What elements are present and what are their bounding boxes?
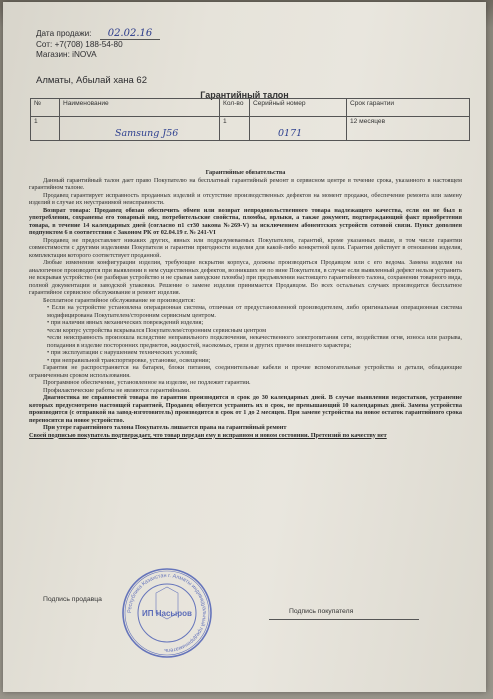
exclusion-item: •если неисправность произошла вследствие неправильного подключения, некачественного электропитания сети, воздействия огня, износа или разрыва, попадания в изделие посторонних предметов, жидкостей, насекомых, грязи и других причин внешнего характера; (47, 334, 462, 349)
col-serial: Серийный номер (250, 99, 347, 117)
terms-paragraph: Данный гарантийный талон дает право Покупателю на бесплатный гарантийный ремонт в сервисном центре в течение срока, указанного в настоящем гарантийном талоне. (29, 176, 462, 191)
terms-paragraph: Любые изменения конфигурации изделия, требующие вскрытия корпуса, должны производиться Продавцом или с его ведома. Замена изделия на аналогичное производится при выявлении в нем существенных дефектов, возникших не по вине Покупателя, в случае если выявленный дефект нельзя устранить не вскрывая устройство (не разбирая устройство и не срывая заводские пломбы) при предъявлении настоящего гарантийного талона, сохранении товарного вида, полной документации и заводской упаковки. Решение о замене изделия принимается Продавцом. Во всех остальных случаях производится бесплатное гарантийное сервисное обслуживание и ремонт изделия. (29, 259, 462, 296)
exclusion-item: • Если на устройстве установлена операционная система, отличная от предустановленной производителем, либо оригинальная операционная система модифицирована Покупателем/сторонним сервисным центром. (47, 304, 462, 319)
table-row (31, 117, 470, 141)
table-header-row (31, 99, 470, 117)
store-header (36, 29, 160, 61)
row-qty: 1 (220, 117, 250, 141)
diagnostics-paragraph: Диагностика не справностей товара по гарантии производится в срок до 30 календарных дней. В случае выявления недостатков, устранение которых предусмотрено настоящей гарантией, Продавец обязуется устранить их в срок, не превышающий 10 календарных дней. Замена устройства производится (с отправкой на завод-изготовитель) производится в срок от 1 до 2 месяцев. При замене устройства на новое остаток гарантийного срока переносится на новое устройство. (29, 394, 462, 424)
terms-paragraph: Гарантия не распространяется на батареи, блоки питания, соединительные кабели и прочие вспомогательные устройства и детали, обладающие ограниченным сроком использования. (29, 364, 462, 379)
document-title: Гарантийный талон (200, 90, 289, 100)
seller-signature-label: Подпись продавца (43, 596, 102, 603)
row-serial (250, 117, 347, 141)
row-term: 12 месяцев (347, 117, 470, 141)
terms-heading: Гарантийные обязательства (205, 169, 286, 176)
warranty-table (30, 98, 470, 141)
warranty-terms (29, 169, 462, 439)
terms-paragraph: Программное обеспечение, установленное на изделие, не подлежит гарантии. (43, 379, 251, 386)
sale-date-label: Дата продажи: (36, 29, 92, 38)
return-policy-paragraph: Возврат товара: Продавец обязан обеспечить обмен или возврат непродовольственного товара надлежащего качества, если он не был в употреблении, сохранены его товарный вид, потребительские свойства, пломбы, ярлыки, а также документ, подтверждающий факт приобретения товара, в течение 14 календарных дней (согласно п1 ст30 закона №269-V) за исключением абонентских устройств сотовой связи. Пункт дополнен подпунктом 6 в соответствии с Законом РК от 02.04.19 г. № 241-VI (29, 206, 462, 236)
serial-handwritten: 0171 (278, 128, 303, 139)
buyer-signature-label: Подпись покупателя (289, 608, 354, 615)
exclusion-item: • при неправильной транспортировке, установке, освещении; (47, 356, 211, 364)
sale-date-handwritten: 02.02.16 (100, 28, 161, 40)
store-name: Магазин: iNOVA (36, 50, 97, 59)
warranty-document (3, 2, 486, 692)
col-name: Наименование (60, 99, 220, 117)
buyer-signature-line (269, 619, 419, 620)
col-number: № (31, 99, 60, 117)
terms-paragraph: Профилактические работы не являются гарантийными. (43, 386, 191, 394)
row-number: 1 (31, 117, 60, 141)
terms-paragraph: Бесплатное гарантийное обслуживание не производится: (43, 296, 196, 304)
terms-paragraph: Продавец не предоставляет никаких других, явных или подразумеваемых Покупателем, гарантий, кроме указанных выше, в том числе гарантии совместимости с другими изделиями Покупателя и гарантии пригодности изделия для какой-либо конкретной цели. Гарантия действует в отношении изделия, комплектация которого соответствует проданной. (29, 236, 462, 259)
buyer-confirmation: Своей подписью покупатель подтверждает, что товар передан ему в исправном и новом состоянии. Претензий по качеству нет (29, 431, 387, 439)
exclusion-item: • при эксплуатации с нарушением технических условий; (47, 349, 198, 356)
terms-paragraph: Продавец гарантирует исправность проданных изделий и отсутствие производственных дефектов на момент продажи, обеспечение ремонта или замену изделий в случае их неустранимой неисправности. (29, 191, 462, 206)
stamp-ring-text: Республика Казахстан г. Алматы индивидуальный предприниматель (126, 572, 208, 654)
store-address: Алматы, Абылай хана 62 (36, 75, 147, 86)
row-item-name (60, 117, 220, 141)
store-phone: Сот: +7(708) 188-54-80 (36, 39, 123, 49)
lost-coupon-paragraph: При утере гарантийного талона Покупатель лишается права на гарантийный ремонт (43, 424, 287, 431)
stamp-center-text: ИП Насыров (142, 609, 192, 618)
exclusion-item: • при наличии явных механических повреждений изделия; (47, 319, 204, 326)
exclusion-item: •если корпус устройства вскрывался Покупателем/сторонним сервисным центром (47, 326, 267, 334)
seal-stamp (121, 567, 213, 659)
col-qty: Кол-во (220, 99, 250, 117)
col-term: Срок гарантии (347, 99, 470, 117)
item-name-handwritten: Samsung J56 (115, 128, 179, 139)
